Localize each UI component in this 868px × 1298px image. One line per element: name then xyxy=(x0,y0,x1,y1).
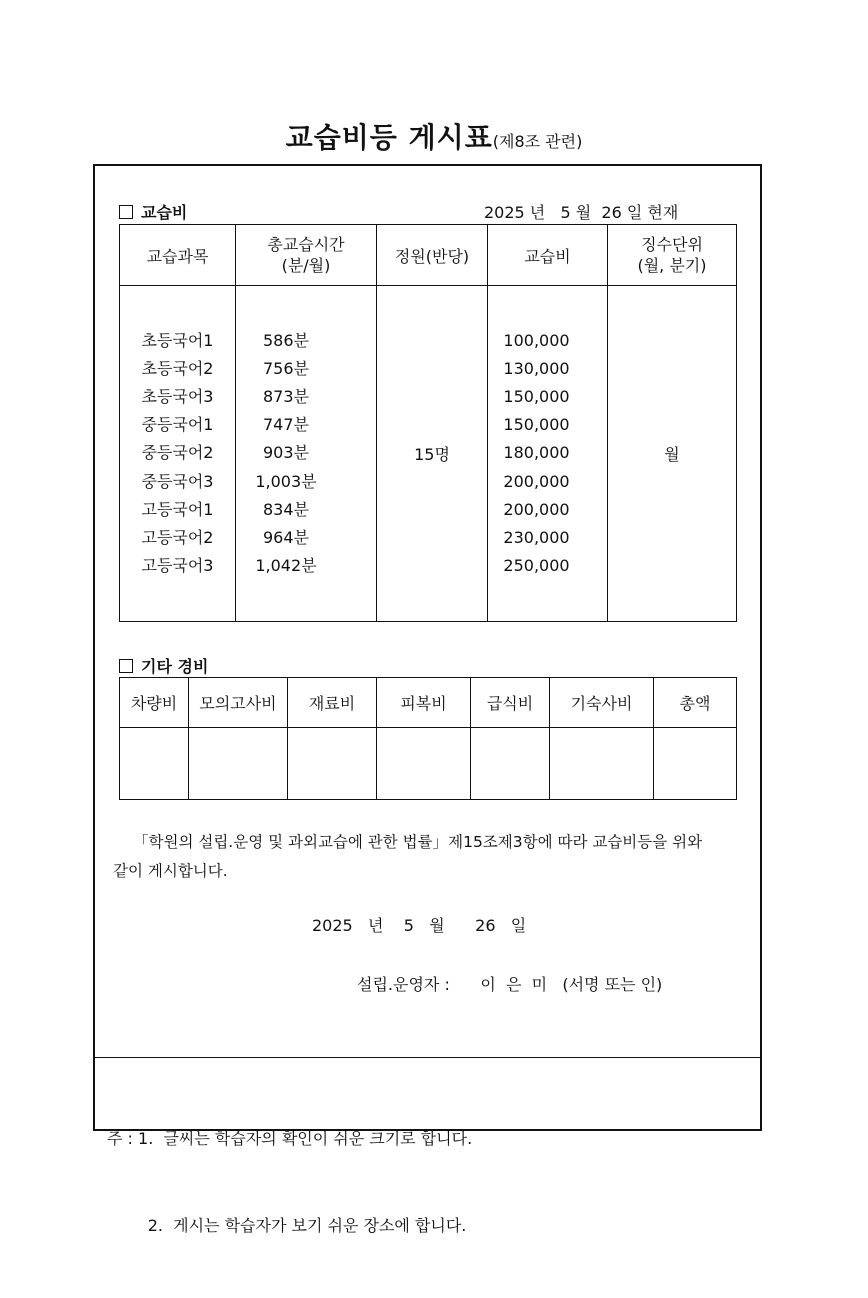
table-cell-hours: 756분 xyxy=(263,358,309,378)
capacity-cell: 15명 xyxy=(377,286,488,622)
notice-line-1: 「학원의 설립.운영 및 과외교습에 관한 법률」제15조제3항에 따라 교습비등을 위와 xyxy=(133,833,703,851)
header-capacity: 정원(반당) xyxy=(377,225,488,286)
tuition-table xyxy=(119,224,737,622)
header-subject: 교습과목 xyxy=(120,225,236,286)
table-cell-fee: 130,000 xyxy=(503,358,570,378)
table-cell-fee: 250,000 xyxy=(503,556,570,576)
header-dormitory: 기숙사비 xyxy=(550,678,654,728)
table-cell-hours: 964분 xyxy=(263,527,309,547)
table-cell-empty xyxy=(471,728,550,800)
header-clothing: 피복비 xyxy=(377,678,471,728)
table-cell-hours: 1,003분 xyxy=(255,471,317,491)
table-cell-fee: 230,000 xyxy=(503,527,570,547)
table-cell-hours: 834분 xyxy=(263,499,309,519)
table-cell-fee: 100,000 xyxy=(503,330,570,350)
table-cell-hours: 586분 xyxy=(263,330,309,350)
table-cell-empty xyxy=(377,728,471,800)
table-cell-empty xyxy=(189,728,288,800)
table-cell-fee: 150,000 xyxy=(503,415,570,435)
table-cell-empty xyxy=(288,728,377,800)
table-cell-subject: 초등국어1 xyxy=(141,330,214,350)
hours-column xyxy=(236,286,377,622)
subject-column xyxy=(120,286,236,622)
other-expenses-table xyxy=(119,677,737,800)
checkbox-square-icon xyxy=(119,659,133,673)
document-title xyxy=(0,116,868,156)
header-mock-exam: 모의고사비 xyxy=(189,678,288,728)
table-cell-fee: 200,000 xyxy=(503,499,570,519)
table-cell-subject: 중등국어3 xyxy=(141,471,214,491)
table-cell-subject: 초등국어3 xyxy=(141,387,214,407)
other-expenses-heading: 기타 경비 xyxy=(119,654,208,677)
table-cell-empty xyxy=(120,728,189,800)
posting-date: 2025 년 5 월 26 일 xyxy=(312,916,527,935)
table-cell-empty xyxy=(550,728,654,800)
unit-cell: 월 xyxy=(608,286,737,622)
header-meals: 급식비 xyxy=(471,678,550,728)
table-cell-subject: 고등국어1 xyxy=(141,499,214,519)
table-cell-hours: 1,042분 xyxy=(255,556,317,576)
table-cell-subject: 중등국어2 xyxy=(141,443,214,463)
table-cell-fee: 180,000 xyxy=(503,443,570,463)
table-cell-subject: 중등국어1 xyxy=(141,415,214,435)
title-main: 교습비등 게시표 xyxy=(285,121,493,154)
notice-text xyxy=(113,828,748,886)
table-cell-fee: 200,000 xyxy=(503,471,570,491)
table-cell-subject: 고등국어3 xyxy=(141,556,214,576)
table-cell-hours: 747분 xyxy=(263,415,309,435)
table-cell-hours: 873분 xyxy=(263,387,309,407)
header-materials: 재료비 xyxy=(288,678,377,728)
signature-line: 설립.운영자 : 이 은 미 (서명 또는 인) xyxy=(357,975,663,994)
title-sub: (제8조 관련) xyxy=(492,132,583,151)
footnotes xyxy=(107,1066,472,1298)
tuition-body-row xyxy=(120,286,737,622)
other-value-row xyxy=(120,728,737,800)
notice-frame xyxy=(93,164,762,1235)
table-cell-hours: 903분 xyxy=(263,443,309,463)
footnote-divider xyxy=(95,1057,760,1058)
header-total: 총액 xyxy=(654,678,737,728)
checkbox-square-icon xyxy=(119,205,133,219)
table-cell-subject: 초등국어2 xyxy=(141,358,214,378)
as-of-date: 2025 년 5 월 26 일 현재 xyxy=(484,203,679,222)
header-total-hours: 총교습시간 (분/월) xyxy=(236,225,377,286)
table-cell-fee: 150,000 xyxy=(503,387,570,407)
header-unit: 징수단위 (월, 분기) xyxy=(608,225,737,286)
header-fee: 교습비 xyxy=(488,225,608,286)
table-cell-subject: 고등국어2 xyxy=(141,527,214,547)
header-vehicle: 차량비 xyxy=(120,678,189,728)
notice-line-2: 같이 게시합니다. xyxy=(113,862,228,880)
footnote-1: 주 : 1. 글씨는 학습자의 확인이 쉬운 크기로 합니다. xyxy=(107,1129,473,1148)
other-header-row xyxy=(120,678,737,728)
fee-column xyxy=(488,286,608,622)
tuition-header-row xyxy=(120,225,737,286)
footnote-2: 2. 게시는 학습자가 보기 쉬운 장소에 합니다. xyxy=(107,1216,467,1235)
table-cell-empty xyxy=(654,728,737,800)
tuition-heading: 교습비 xyxy=(119,200,187,223)
